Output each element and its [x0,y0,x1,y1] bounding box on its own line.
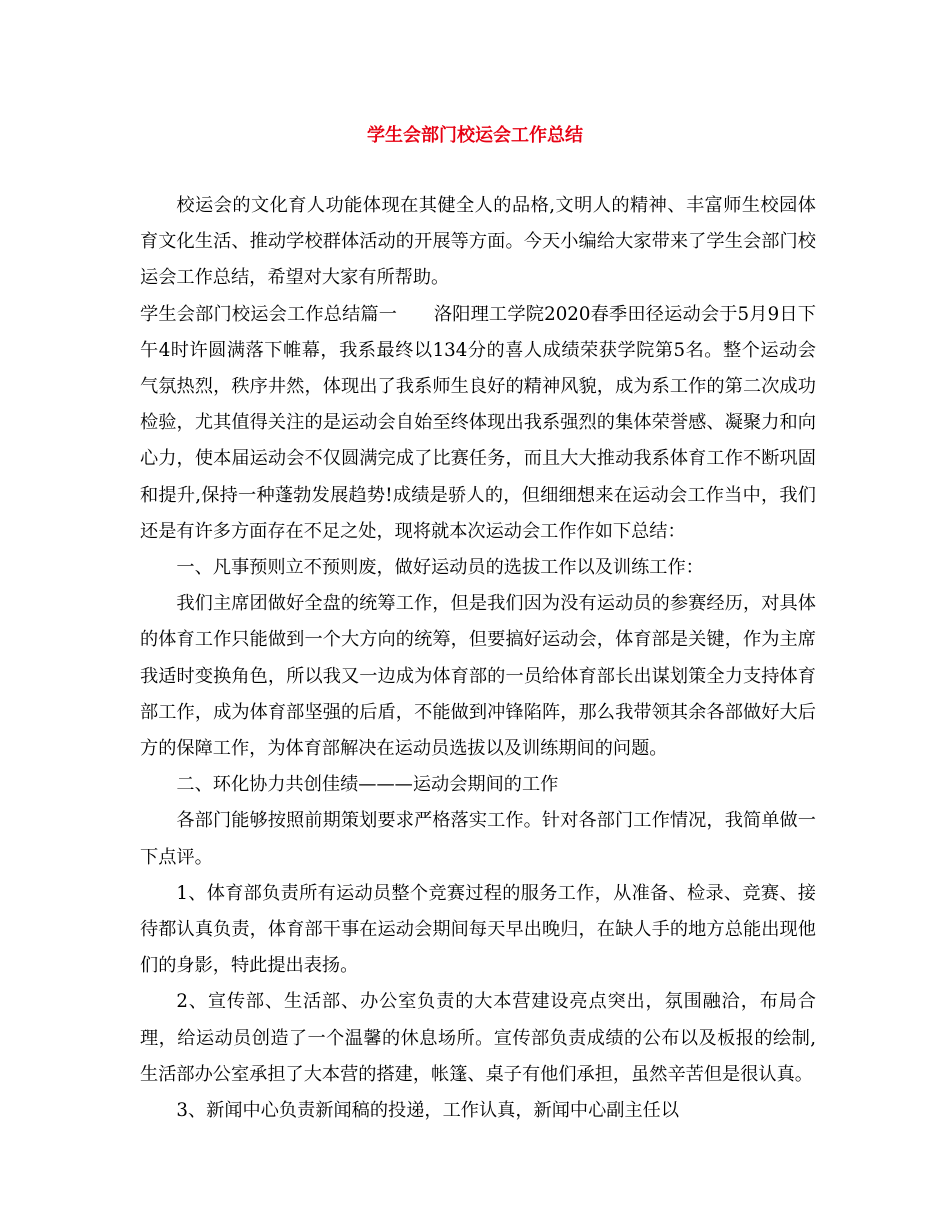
paragraph-presidium-coordination: 我们主席团做好全盘的统筹工作，但是我们因为没有运动员的参赛经历，对具体的体育工作只能做到一个大方向的统筹，但要搞好运动会，体育部是关键，作为主席我适时变换角色，所以我又一边成为体育部的一员给体育部长出谋划策全力支持体育部工作，成为体育部坚强的后盾，不能做到冲锋陷阵，那么我带领其余各部做好大后方的保障工作，为体育部解决在运动员选拔以及训练期间的问题。 [140,593,816,760]
list-item-news-center: 3、新闻中心负责新闻稿的投递，工作认真，新闻中心副主任以 [176,1100,680,1122]
heading-games-period-work: 二、环化协力共创佳绩———运动会期间的工作 [176,774,559,796]
heading-athlete-selection: 一、凡事预则立不预则废，做好运动员的选拔工作以及训练工作： [176,557,704,579]
paragraph-department-review: 各部门能够按照前期策划要求严格落实工作。针对各部门工作情况，我简单做一下点评。 [140,810,816,868]
paragraph-section-one-overview: 学生会部门校运会工作总结篇一 洛阳理工学院2020春季田径运动会于5月9日下午4时许圆满落下帷幕，我系最终以134分的喜人成绩荣获学院第5名。整个运动会气氛热烈，秩序井然，体现出了我系师生良好的精神风貌，成为系工作的第二次成功检验，尤其值得关注的是运动会自始至终体现出我系强烈的集体荣誉感、凝聚力和向心力，使本届运动会不仅圆满完成了比赛任务，而且大大推动我系体育工作不断巩固和提升,保持一种蓬勃发展趋势!成绩是骄人的，但细细想来在运动会工作当中，我们还是有许多方面存在不足之处，现将就本次运动会工作作如下总结： [140,303,816,542]
paragraph-intro: 校运会的文化育人功能体现在其健全人的品格,文明人的精神、丰富师生校园体育文化生活、推动学校群体活动的开展等方面。今天小编给大家带来了学生会部门校运会工作总结，希望对大家有所帮助。 [140,195,816,289]
page-title: 学生会部门校运会工作总结 [367,125,583,146]
list-item-base-camp: 2、宣传部、生活部、办公室负责的大本营建设亮点突出，氛围融洽，布局合理，给运动员创造了一个温馨的休息场所。宣传部负责成绩的公布以及板报的绘制,生活部办公室承担了大本营的搭建，帐篷、桌子有他们承担，虽然辛苦但是很认真。 [140,991,816,1085]
document-body [140,188,816,1129]
list-item-sports-department: 1、体育部负责所有运动员整个竞赛过程的服务工作，从准备、检录、竞赛、接待都认真负责，体育部干事在运动会期间每天早出晚归，在缺人手的地方总能出现他们的身影，特此提出表扬。 [140,882,816,977]
